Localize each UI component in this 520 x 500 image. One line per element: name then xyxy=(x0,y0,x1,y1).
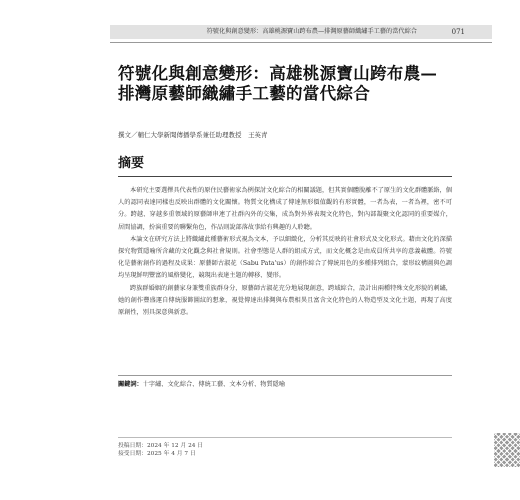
article-title: 符號化與創意變形：高雄桃源寶山跨布農—排灣原藝師織繡手工藝的當代綜合 xyxy=(118,64,438,103)
keywords-rule xyxy=(118,375,452,376)
header-rule xyxy=(110,42,492,43)
keywords xyxy=(118,380,452,389)
abstract-paragraph: 本論文在研究方法上將織繡此種藝術形式視為文本，予以細緻化，分析其反映的社會形式及文化形式。藉由文化的深描探究物質隱喻所含藏的文化觀念與社會規則。社會型態是人群的組成方式，而文化概念是由成員所共享的意義載體。符號化是藝術創作的過程及成果：原藝師古淑花（Sabu Pata'us）的創作綜合了傳統用色的多種排列組合，蒙形紋構圖與色調均呈現鮮明豐富的風格變化，競現出表達主題的轉移、變形。 xyxy=(118,235,452,280)
abstract-body xyxy=(118,185,452,319)
author-line: 撰文／輔仁大學新聞傳播學系兼任助理教授 王英青 xyxy=(118,131,268,139)
accepted-date: 接受日期：2025 年 4 月 7 日 xyxy=(118,451,196,457)
received-date: 投稿日期：2024 年 12 月 24 日 xyxy=(118,443,204,449)
dates-rule xyxy=(118,437,452,438)
keywords-label: 關鍵詞： xyxy=(118,381,143,388)
running-head: 符號化與創意變形：高雄桃源寶山跨布農—排灣原藝師織繡手工藝的當代綜合 xyxy=(206,28,417,35)
abstract-paragraph: 本研究主要選擇具代表性的原住民藝術家為例探討文化綜合的相關議題，但其實個體脫離不了原生的文化群體脈絡，個人的認同表達同樣也反映出群體的文化關懷。物質文化構成了傳達無形價值觀的有形實體，一者為表，一者為裡，密不可分。跨越、穿越多重領域的原藝師串連了社群內外的交集，成為對外界表現文化特色，對內部凝聚文化認同的重要媒介，居間協調，扮演重要的聯繫角色，作品則說部落故事給有興趣的人聆聽。 xyxy=(118,187,452,231)
abstract-heading: 摘要 xyxy=(118,156,145,171)
keywords-text: 十字繡、文化綜合、傳統工藝、文本分析、物質隱喻 xyxy=(142,381,286,388)
abstract-rule xyxy=(118,176,452,177)
decorative-pattern xyxy=(494,433,520,467)
page-number: 071 xyxy=(451,28,465,36)
abstract-paragraph: 跨族群婚姻的創藝家身兼雙重族群身分，原藝師古淑花充分地展現創意，跨域綜合，設計出兩種特殊文化形貌的刺繡，她的創作豐盛運自傳統服飾圖紋的想象，視覺傳達出排灣與布農相異且富含文化特色的人物造型及文化主題，再現了高度原創性，別具深意與新意。 xyxy=(118,284,452,317)
